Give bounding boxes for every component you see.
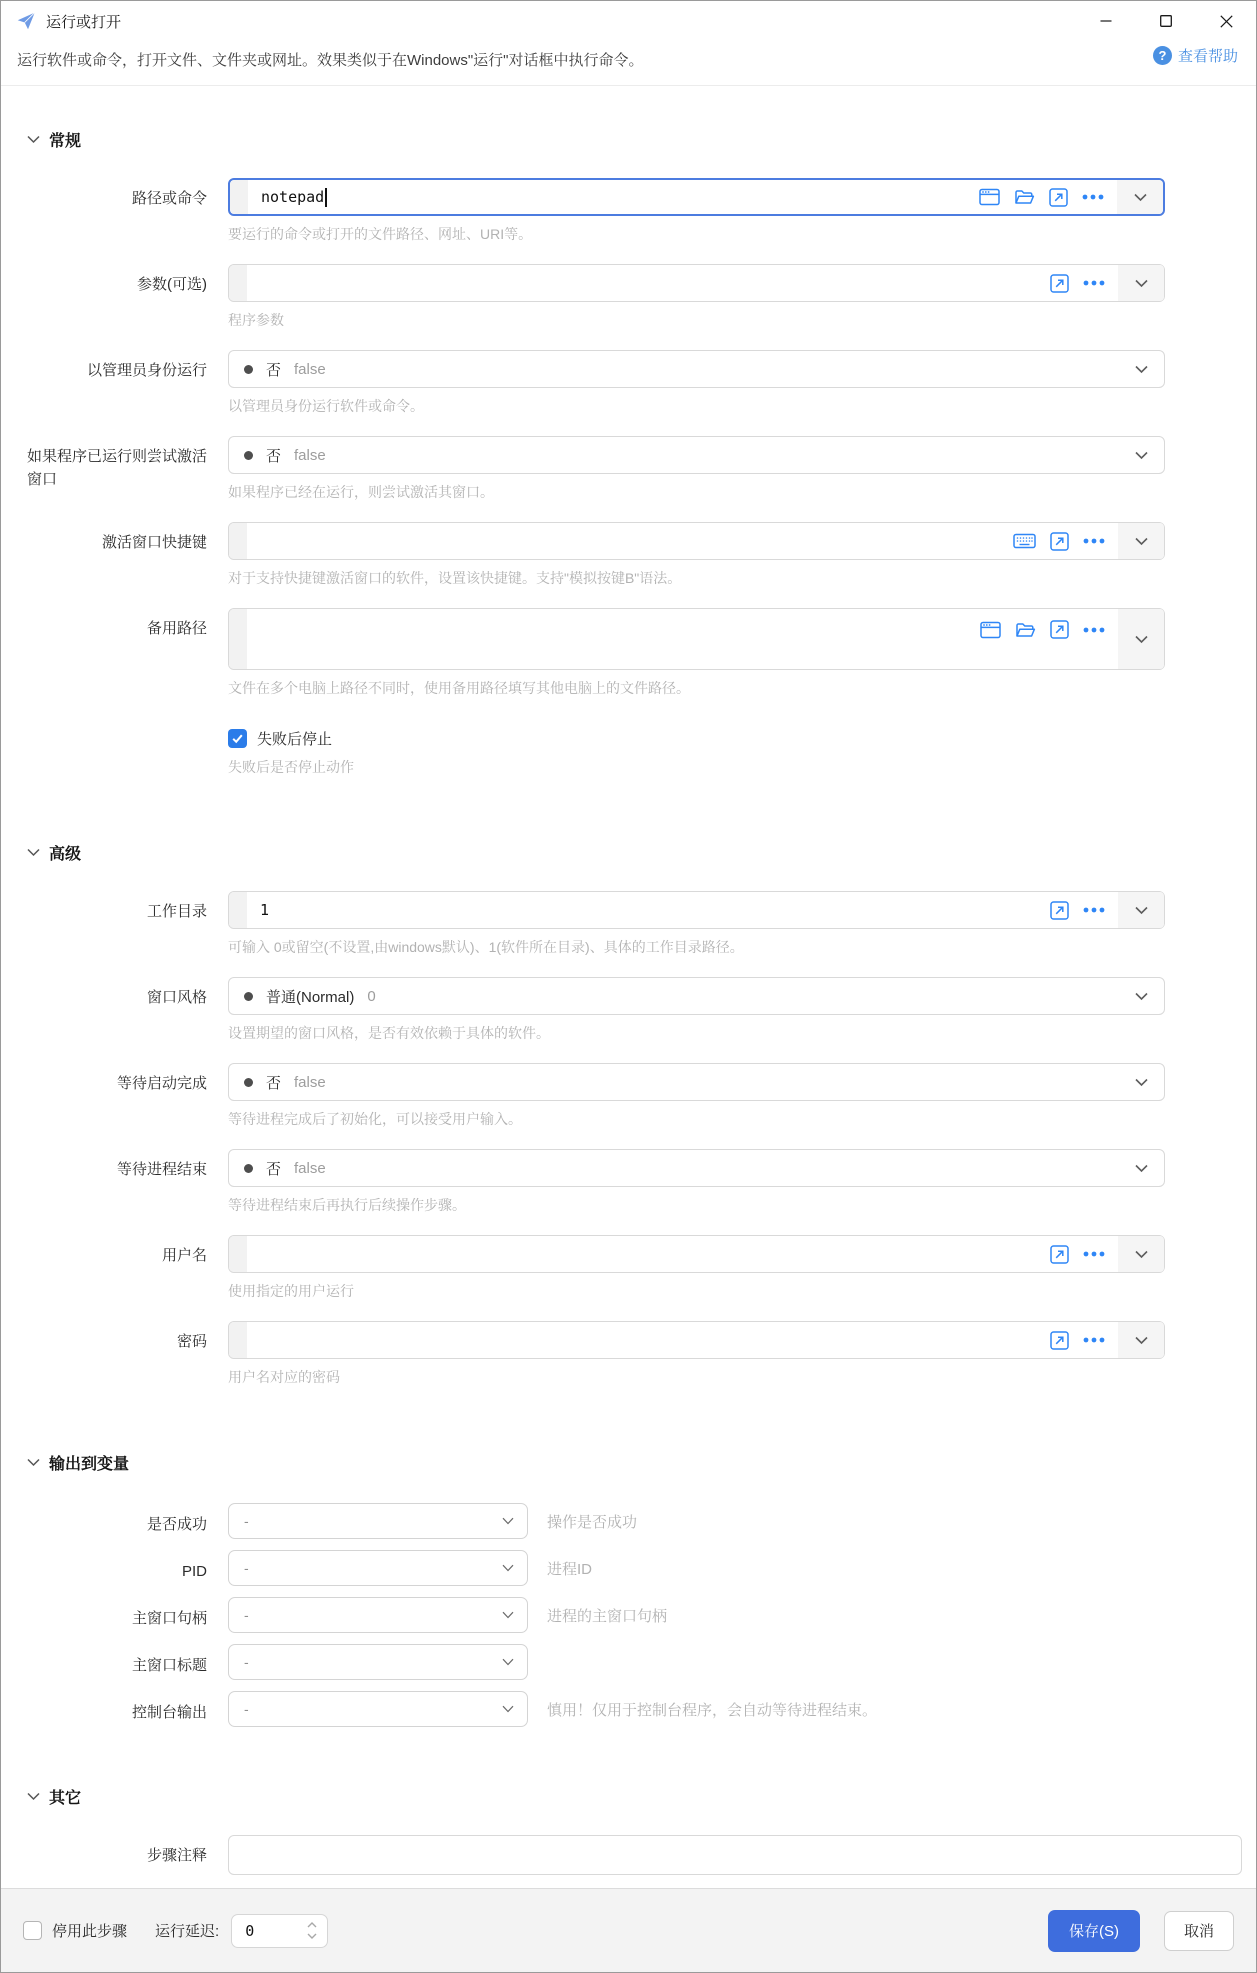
- admin-hint: 以管理员身份运行软件或命令。: [228, 398, 424, 414]
- chevron-down-icon: [27, 1458, 40, 1467]
- selected-option-dot: [244, 1078, 253, 1087]
- password-input[interactable]: [228, 1321, 1165, 1359]
- activate-code: false: [294, 446, 326, 464]
- chevron-down-icon: [1135, 1164, 1148, 1173]
- section-general-title: 常规: [49, 133, 82, 150]
- field-args: [27, 264, 1256, 330]
- output-row-pid: [27, 1550, 1256, 1586]
- window-style-select[interactable]: [228, 977, 1165, 1015]
- fallback-label: 备用路径: [146, 620, 207, 637]
- chevron-down-icon: [502, 1705, 514, 1713]
- title-bar: [1, 1, 1256, 41]
- wait-exit-select[interactable]: [228, 1149, 1165, 1187]
- chevron-down-icon: [1134, 193, 1147, 202]
- activate-option: 否: [266, 447, 282, 465]
- more-options-button[interactable]: [1083, 538, 1105, 544]
- form-content: [1, 128, 1256, 1875]
- help-link[interactable]: [1153, 45, 1238, 66]
- minimize-button[interactable]: [1076, 1, 1136, 41]
- chevron-down-icon: [1135, 451, 1148, 460]
- check-icon: [231, 732, 244, 745]
- input-grip[interactable]: [229, 265, 247, 301]
- note-input[interactable]: [228, 1835, 1242, 1875]
- chevron-down-icon: [502, 1564, 514, 1572]
- path-label: 路径或命令: [131, 190, 207, 207]
- password-label: 密码: [176, 1333, 207, 1350]
- field-wait-start: [27, 1063, 1256, 1129]
- more-options-button[interactable]: [1083, 1251, 1105, 1257]
- chevron-down-icon: [502, 1658, 514, 1666]
- pid-desc: 进程ID: [547, 1560, 593, 1578]
- wait-exit-hint: 等待进程结束后再执行后续操作步骤。: [228, 1197, 466, 1213]
- more-options-button[interactable]: [1082, 194, 1104, 200]
- path-hint: 要运行的命令或打开的文件路径、网址、URI等。: [228, 226, 533, 242]
- window-style-hint: 设置期望的窗口风格，是否有效依赖于具体的软件。: [228, 1025, 550, 1041]
- admin-code: false: [294, 360, 326, 378]
- fallback-hint: 文件在多个电脑上路径不同时，使用备用路径填写其他电脑上的文件路径。: [228, 680, 690, 696]
- expand-editor-button[interactable]: [1049, 188, 1068, 207]
- stop-on-fail-checkbox[interactable]: [228, 729, 247, 748]
- chevron-down-icon: [1135, 1078, 1148, 1087]
- pid-variable-select[interactable]: -: [228, 1550, 528, 1586]
- save-button[interactable]: 保存(S): [1048, 1910, 1140, 1952]
- field-hotkey: [27, 522, 1256, 588]
- wait-exit-label: 等待进程结束: [116, 1161, 207, 1178]
- hotkey-hint: 对于支持快捷键激活窗口的软件，设置该快捷键。支持"模拟按键B"语法。: [228, 570, 682, 586]
- workdir-hint: 可输入 0或留空(不设置,由windows默认)、1(软件所在目录)、具体的工作目录路径。: [228, 939, 744, 955]
- admin-option: 否: [266, 361, 282, 379]
- chevron-down-icon: [1135, 635, 1148, 644]
- more-options-button[interactable]: [1083, 1337, 1105, 1343]
- section-output-title: 输出到变量: [49, 1456, 130, 1473]
- selected-option-dot: [244, 365, 253, 374]
- wait-exit-option: 否: [266, 1160, 282, 1178]
- wait-start-code: false: [294, 1073, 326, 1091]
- run-delay-spinner[interactable]: [231, 1914, 328, 1948]
- browse-folder-button[interactable]: [1014, 188, 1035, 206]
- wait-start-hint: 等待进程完成后了初始化，可以接受用户输入。: [228, 1111, 522, 1127]
- password-dropdown-toggle[interactable]: [1118, 1322, 1164, 1358]
- chevron-down-icon: [27, 848, 40, 857]
- chevron-down-icon: [27, 135, 40, 144]
- field-password: [27, 1321, 1256, 1387]
- window-title-label: 主窗口标题: [131, 1657, 207, 1675]
- input-grip[interactable]: [230, 180, 248, 214]
- field-note: [27, 1835, 1256, 1875]
- disable-step-checkbox[interactable]: [23, 1921, 42, 1940]
- expand-editor-button[interactable]: [1050, 532, 1069, 551]
- path-dropdown-toggle[interactable]: [1117, 180, 1163, 214]
- section-advanced-title: 高级: [49, 846, 82, 863]
- disable-step-label: 停用此步骤: [52, 1923, 128, 1940]
- field-fallback: [27, 608, 1256, 698]
- hwnd-variable-select[interactable]: -: [228, 1597, 528, 1633]
- admin-select[interactable]: [228, 350, 1165, 388]
- selected-option-dot: [244, 992, 253, 1001]
- dialog-header: [1, 41, 1256, 86]
- keyboard-record-button[interactable]: [1013, 533, 1036, 549]
- input-grip[interactable]: [229, 1236, 247, 1272]
- username-dropdown-toggle[interactable]: [1118, 1236, 1164, 1272]
- field-wait-exit: [27, 1149, 1256, 1215]
- input-grip[interactable]: [229, 1322, 247, 1358]
- hotkey-label: 激活窗口快捷键: [101, 534, 207, 551]
- wait-start-label: 等待启动完成: [116, 1075, 207, 1092]
- more-options-button[interactable]: [1083, 280, 1105, 286]
- args-input[interactable]: [228, 264, 1165, 302]
- expand-editor-button[interactable]: [1050, 274, 1069, 293]
- window-title: 运行或打开: [46, 13, 122, 31]
- spinner-up-icon[interactable]: [307, 1922, 317, 1928]
- selected-option-dot: [244, 1164, 253, 1173]
- input-grip[interactable]: [229, 609, 247, 669]
- browse-folder-button[interactable]: [1015, 621, 1036, 639]
- workdir-input[interactable]: [228, 891, 1165, 929]
- expand-editor-button[interactable]: [1050, 1245, 1069, 1264]
- chevron-down-icon: [502, 1517, 514, 1525]
- args-label: 参数(可选): [137, 276, 207, 293]
- run-delay-value: 0: [245, 1921, 255, 1940]
- cancel-button[interactable]: 取消: [1164, 1911, 1234, 1951]
- field-window-style: [27, 977, 1256, 1043]
- pid-label: PID: [181, 1563, 207, 1581]
- more-options-button[interactable]: [1083, 907, 1105, 913]
- selected-option-dot: [244, 451, 253, 460]
- activate-select[interactable]: [228, 436, 1165, 474]
- username-hint: 使用指定的用户运行: [228, 1283, 354, 1299]
- footer-bar: [1, 1888, 1256, 1972]
- section-general-header[interactable]: [27, 128, 1256, 151]
- hotkey-dropdown-toggle[interactable]: [1118, 523, 1164, 559]
- wait-exit-code: false: [294, 1159, 326, 1177]
- output-row-console: [27, 1691, 1256, 1727]
- window-title-variable-select[interactable]: -: [228, 1644, 528, 1680]
- spinner-down-icon[interactable]: [307, 1933, 317, 1939]
- field-username: [27, 1235, 1256, 1301]
- more-options-button[interactable]: [1083, 627, 1105, 633]
- field-admin: [27, 350, 1256, 416]
- console-desc: 慎用！仅用于控制台程序，会自动等待进程结束。: [547, 1701, 878, 1719]
- chevron-down-icon: [1135, 537, 1148, 546]
- args-dropdown-toggle[interactable]: [1118, 265, 1164, 301]
- fallback-input[interactable]: [228, 608, 1165, 670]
- hotkey-input[interactable]: [228, 522, 1165, 560]
- paper-plane-icon: [15, 10, 37, 32]
- pick-window-button[interactable]: [979, 188, 1000, 206]
- help-icon: ?: [1153, 46, 1172, 65]
- field-path: [27, 178, 1256, 244]
- hwnd-desc: 进程的主窗口句柄: [547, 1607, 668, 1625]
- window-style-code: 0: [367, 987, 376, 1005]
- wait-start-option: 否: [266, 1074, 282, 1092]
- chevron-down-icon: [1135, 906, 1148, 915]
- path-input[interactable]: [228, 178, 1165, 216]
- chevron-down-icon: [1135, 992, 1148, 1001]
- password-hint: 用户名对应的密码: [228, 1369, 340, 1385]
- workdir-dropdown-toggle[interactable]: [1118, 892, 1164, 928]
- chevron-down-icon: [27, 1792, 40, 1801]
- pick-window-button[interactable]: [980, 621, 1001, 639]
- window-controls: [1076, 1, 1256, 41]
- field-activate: [27, 436, 1256, 502]
- window-style-option: 普通(Normal): [266, 988, 355, 1006]
- expand-editor-button[interactable]: [1050, 620, 1069, 639]
- section-advanced-header[interactable]: [27, 841, 1256, 864]
- expand-editor-button[interactable]: [1050, 1331, 1069, 1350]
- chevron-down-icon: [1135, 1336, 1148, 1345]
- input-grip[interactable]: [229, 892, 247, 928]
- section-other-title: 其它: [49, 1790, 82, 1807]
- workdir-label: 工作目录: [146, 903, 207, 920]
- admin-label: 以管理员身份运行: [86, 362, 207, 379]
- stop-on-fail-hint: 失败后是否停止动作: [228, 759, 354, 775]
- stop-on-fail-label: 失败后停止: [257, 731, 333, 748]
- field-stop-on-fail: [27, 718, 1256, 777]
- output-row-title: [27, 1644, 1256, 1680]
- chevron-down-icon: [1135, 279, 1148, 288]
- close-button[interactable]: [1196, 1, 1256, 41]
- activate-hint: 如果程序已经在运行，则尝试激活其窗口。: [228, 484, 494, 500]
- workdir-value: 1: [260, 901, 270, 919]
- dialog-description: 运行软件或命令，打开文件、文件夹或网址。效果类似于在Windows"运行"对话框中执行命令。: [17, 52, 644, 69]
- field-workdir: [27, 891, 1256, 957]
- text-caret: [325, 188, 327, 207]
- section-other-header[interactable]: [27, 1785, 1256, 1808]
- output-row-hwnd: [27, 1597, 1256, 1633]
- window-style-label: 窗口风格: [146, 989, 207, 1006]
- console-label: 控制台输出: [131, 1704, 207, 1722]
- username-input[interactable]: [228, 1235, 1165, 1273]
- hwnd-label: 主窗口句柄: [131, 1610, 207, 1628]
- fallback-dropdown-toggle[interactable]: [1118, 609, 1164, 669]
- chevron-down-icon: [1135, 1250, 1148, 1259]
- success-desc: 操作是否成功: [547, 1513, 638, 1531]
- args-hint: 程序参数: [228, 312, 284, 328]
- help-link-label: 查看帮助: [1177, 48, 1238, 65]
- chevron-down-icon: [1135, 365, 1148, 374]
- expand-editor-button[interactable]: [1050, 901, 1069, 920]
- username-label: 用户名: [161, 1247, 207, 1264]
- activate-label: 如果程序已运行则尝试激活窗口: [27, 448, 208, 488]
- path-value: notepad: [261, 188, 325, 206]
- note-label: 步骤注释: [146, 1847, 207, 1864]
- success-variable-select[interactable]: -: [228, 1503, 528, 1539]
- section-output-header[interactable]: [27, 1451, 1256, 1474]
- maximize-button[interactable]: [1136, 1, 1196, 41]
- chevron-down-icon: [502, 1611, 514, 1619]
- run-delay-label: 运行延迟:: [155, 1923, 220, 1940]
- output-row-success: [27, 1503, 1256, 1539]
- console-variable-select[interactable]: -: [228, 1691, 528, 1727]
- wait-start-select[interactable]: [228, 1063, 1165, 1101]
- input-grip[interactable]: [229, 523, 247, 559]
- success-label: 是否成功: [146, 1516, 207, 1534]
